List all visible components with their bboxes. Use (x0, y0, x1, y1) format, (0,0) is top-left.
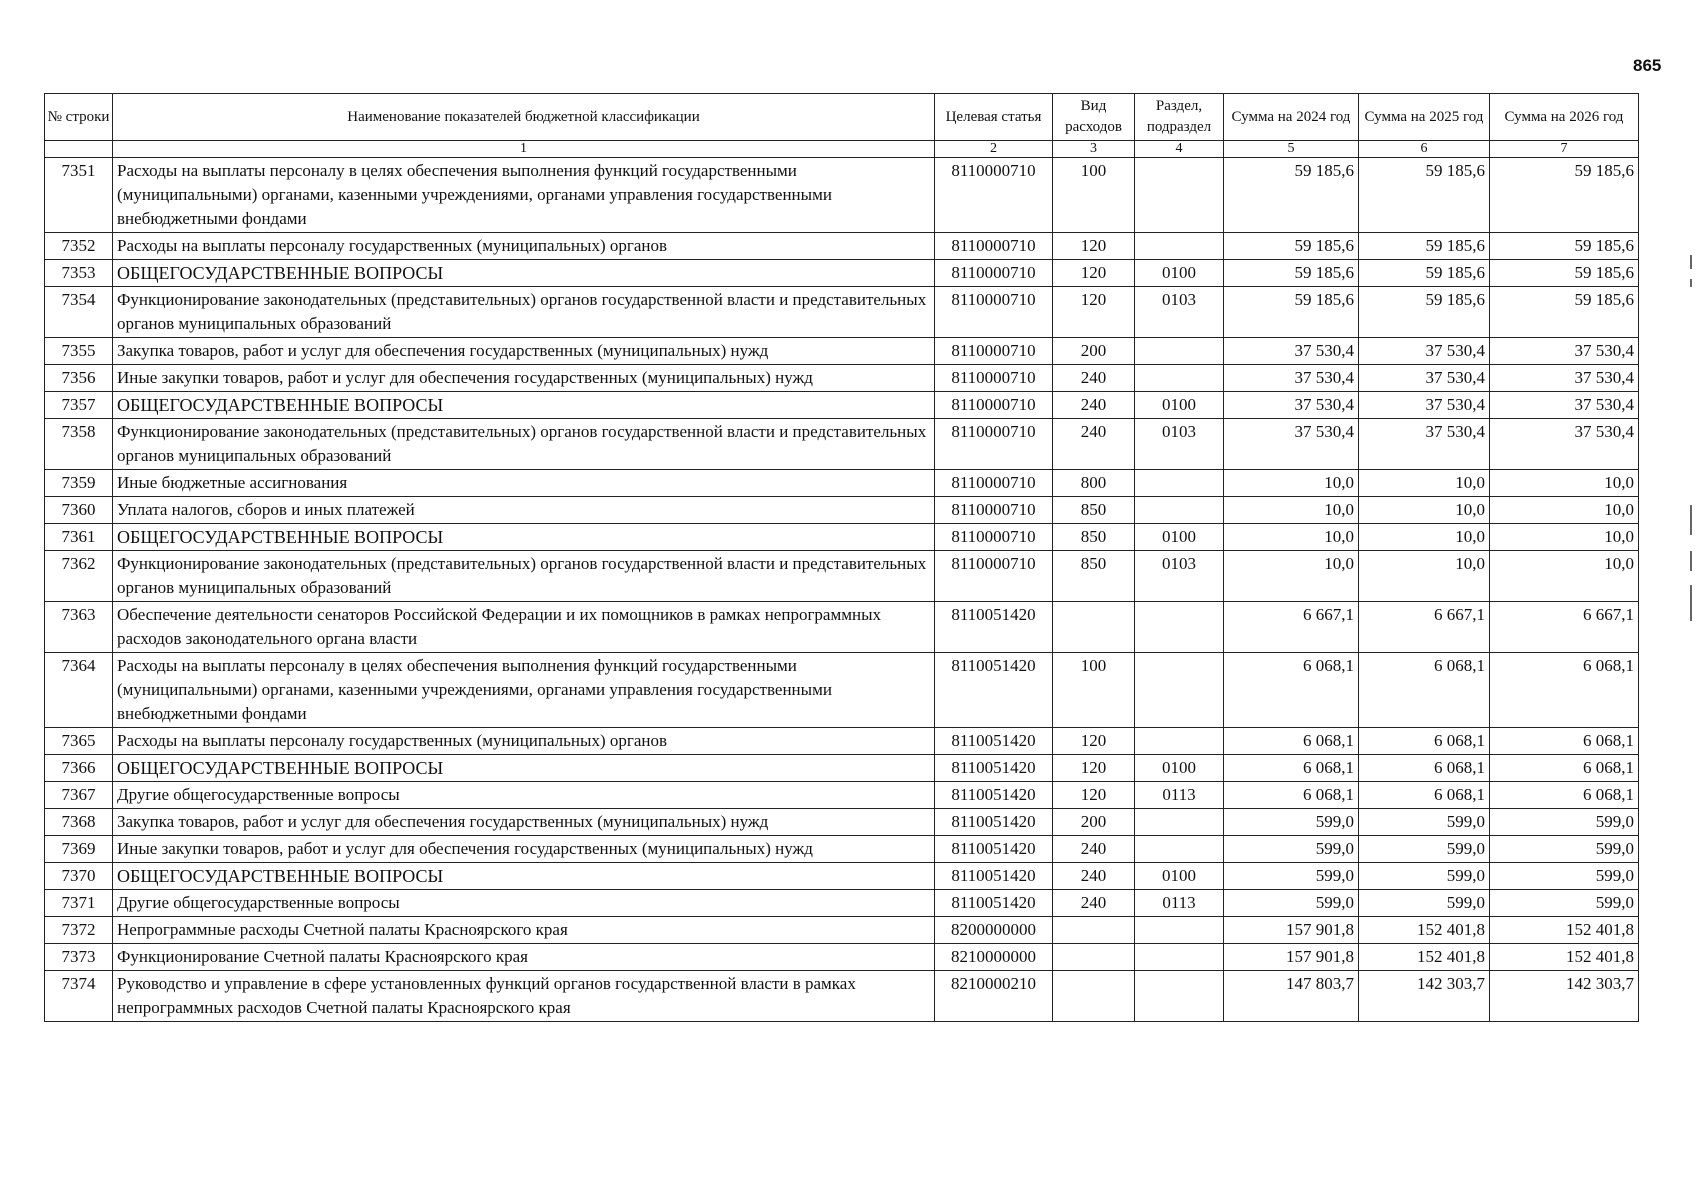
row-section (1135, 836, 1224, 863)
row-expense-kind: 120 (1053, 233, 1135, 260)
row-sum-2026: 37 530,4 (1490, 338, 1639, 365)
row-target-article: 8110051420 (935, 602, 1053, 653)
row-sum-2026: 599,0 (1490, 809, 1639, 836)
row-section: 0113 (1135, 782, 1224, 809)
table-row (45, 755, 1639, 782)
row-expense-kind: 120 (1053, 728, 1135, 755)
row-number: 7369 (45, 836, 113, 863)
row-number: 7353 (45, 260, 113, 287)
row-number: 7358 (45, 419, 113, 470)
table-row (45, 419, 1639, 470)
row-section: 0103 (1135, 287, 1224, 338)
row-section: 0100 (1135, 524, 1224, 551)
column-index: 1 (113, 141, 935, 158)
row-section (1135, 728, 1224, 755)
row-name: Обеспечение деятельности сенаторов Российской Федерации и их помощников в рамках непрограммных расходов законодательного органа власти (113, 602, 935, 653)
row-sum-2025: 59 185,6 (1359, 260, 1490, 287)
column-index-row (45, 141, 1639, 158)
header-row-no: № строки (45, 94, 113, 141)
row-sum-2025: 10,0 (1359, 551, 1490, 602)
table-row (45, 863, 1639, 890)
row-section (1135, 917, 1224, 944)
row-section (1135, 338, 1224, 365)
row-sum-2026: 10,0 (1490, 470, 1639, 497)
row-expense-kind (1053, 971, 1135, 1022)
row-number: 7351 (45, 158, 113, 233)
table-row (45, 524, 1639, 551)
row-sum-2025: 599,0 (1359, 863, 1490, 890)
row-number: 7361 (45, 524, 113, 551)
row-section: 0100 (1135, 755, 1224, 782)
table-row (45, 260, 1639, 287)
row-section (1135, 497, 1224, 524)
row-expense-kind: 240 (1053, 365, 1135, 392)
row-name: ОБЩЕГОСУДАРСТВЕННЫЕ ВОПРОСЫ (113, 863, 935, 890)
row-target-article: 8110000710 (935, 158, 1053, 233)
row-sum-2025: 59 185,6 (1359, 158, 1490, 233)
table-row (45, 392, 1639, 419)
row-name: Расходы на выплаты персоналу государственных (муниципальных) органов (113, 728, 935, 755)
row-number: 7362 (45, 551, 113, 602)
row-target-article: 8110000710 (935, 260, 1053, 287)
row-sum-2025: 37 530,4 (1359, 365, 1490, 392)
row-sum-2025: 6 068,1 (1359, 728, 1490, 755)
row-sum-2026: 599,0 (1490, 836, 1639, 863)
table-row (45, 602, 1639, 653)
row-sum-2026: 10,0 (1490, 497, 1639, 524)
row-sum-2024: 147 803,7 (1224, 971, 1359, 1022)
row-number: 7367 (45, 782, 113, 809)
header-section: Раздел, подраздел (1135, 94, 1224, 141)
header-target: Целевая статья (935, 94, 1053, 141)
row-number: 7374 (45, 971, 113, 1022)
row-number: 7356 (45, 365, 113, 392)
row-name: Иные закупки товаров, работ и услуг для обеспечения государственных (муниципальных) нужд (113, 836, 935, 863)
header-kind: Вид расходов (1053, 94, 1135, 141)
row-number: 7354 (45, 287, 113, 338)
row-sum-2025: 599,0 (1359, 890, 1490, 917)
row-sum-2025: 6 068,1 (1359, 653, 1490, 728)
row-number: 7370 (45, 863, 113, 890)
table-row (45, 782, 1639, 809)
row-sum-2026: 599,0 (1490, 863, 1639, 890)
row-number: 7352 (45, 233, 113, 260)
column-index: 5 (1224, 141, 1359, 158)
row-sum-2026: 59 185,6 (1490, 260, 1639, 287)
row-number: 7373 (45, 944, 113, 971)
header-name: Наименование показателей бюджетной классификации (113, 94, 935, 141)
table-header-row (45, 94, 1639, 141)
row-sum-2026: 6 068,1 (1490, 782, 1639, 809)
row-sum-2025: 599,0 (1359, 809, 1490, 836)
row-expense-kind: 240 (1053, 890, 1135, 917)
row-sum-2024: 6 068,1 (1224, 728, 1359, 755)
row-expense-kind: 200 (1053, 809, 1135, 836)
row-section (1135, 944, 1224, 971)
row-number: 7371 (45, 890, 113, 917)
row-name: ОБЩЕГОСУДАРСТВЕННЫЕ ВОПРОСЫ (113, 260, 935, 287)
row-name: Расходы на выплаты персоналу государственных (муниципальных) органов (113, 233, 935, 260)
row-number: 7366 (45, 755, 113, 782)
column-index: 2 (935, 141, 1053, 158)
row-section: 0100 (1135, 863, 1224, 890)
column-index (45, 141, 113, 158)
row-sum-2024: 157 901,8 (1224, 917, 1359, 944)
row-expense-kind: 100 (1053, 653, 1135, 728)
row-name: Уплата налогов, сборов и иных платежей (113, 497, 935, 524)
header-sum-2026: Сумма на 2026 год (1490, 94, 1639, 141)
row-section: 0113 (1135, 890, 1224, 917)
row-sum-2024: 37 530,4 (1224, 338, 1359, 365)
table-row (45, 365, 1639, 392)
row-section (1135, 602, 1224, 653)
column-index: 6 (1359, 141, 1490, 158)
row-name: Другие общегосударственные вопросы (113, 890, 935, 917)
row-expense-kind: 800 (1053, 470, 1135, 497)
row-name: Иные бюджетные ассигнования (113, 470, 935, 497)
row-expense-kind: 100 (1053, 158, 1135, 233)
row-sum-2026: 10,0 (1490, 524, 1639, 551)
row-sum-2025: 599,0 (1359, 836, 1490, 863)
row-name: Закупка товаров, работ и услуг для обеспечения государственных (муниципальных) нужд (113, 338, 935, 365)
table-row (45, 158, 1639, 233)
row-expense-kind: 120 (1053, 782, 1135, 809)
row-sum-2024: 157 901,8 (1224, 944, 1359, 971)
row-target-article: 8200000000 (935, 917, 1053, 944)
row-expense-kind: 240 (1053, 863, 1135, 890)
row-target-article: 8110051420 (935, 728, 1053, 755)
row-name: Функционирование законодательных (представительных) органов государственной власти и представительных органов муниципальных образований (113, 419, 935, 470)
row-target-article: 8110051420 (935, 755, 1053, 782)
row-name: Иные закупки товаров, работ и услуг для обеспечения государственных (муниципальных) нужд (113, 365, 935, 392)
row-sum-2026: 142 303,7 (1490, 971, 1639, 1022)
row-name: Функционирование законодательных (представительных) органов государственной власти и представительных органов муниципальных образований (113, 287, 935, 338)
row-sum-2025: 10,0 (1359, 470, 1490, 497)
page-number: 865 (1633, 56, 1662, 75)
row-number: 7363 (45, 602, 113, 653)
row-sum-2024: 59 185,6 (1224, 158, 1359, 233)
row-name: Закупка товаров, работ и услуг для обеспечения государственных (муниципальных) нужд (113, 809, 935, 836)
row-expense-kind: 120 (1053, 260, 1135, 287)
row-target-article: 8110000710 (935, 392, 1053, 419)
row-sum-2025: 6 667,1 (1359, 602, 1490, 653)
table-row (45, 653, 1639, 728)
row-target-article: 8110051420 (935, 782, 1053, 809)
table-row (45, 497, 1639, 524)
row-sum-2024: 37 530,4 (1224, 419, 1359, 470)
row-sum-2024: 37 530,4 (1224, 392, 1359, 419)
row-expense-kind: 240 (1053, 836, 1135, 863)
row-sum-2025: 142 303,7 (1359, 971, 1490, 1022)
row-sum-2025: 6 068,1 (1359, 755, 1490, 782)
row-name: Функционирование законодательных (представительных) органов государственной власти и представительных органов муниципальных образований (113, 551, 935, 602)
row-sum-2024: 10,0 (1224, 470, 1359, 497)
row-sum-2024: 59 185,6 (1224, 233, 1359, 260)
row-target-article: 8110051420 (935, 809, 1053, 836)
row-name: ОБЩЕГОСУДАРСТВЕННЫЕ ВОПРОСЫ (113, 392, 935, 419)
row-target-article: 8110000710 (935, 233, 1053, 260)
row-sum-2026: 6 068,1 (1490, 755, 1639, 782)
row-section (1135, 470, 1224, 497)
row-sum-2026: 37 530,4 (1490, 365, 1639, 392)
scan-edge-marks (1690, 255, 1693, 655)
row-sum-2026: 37 530,4 (1490, 392, 1639, 419)
row-section (1135, 233, 1224, 260)
row-sum-2024: 59 185,6 (1224, 287, 1359, 338)
row-name: Руководство и управление в сфере установленных функций органов государственной власти в рамках непрограммных расходов Счетной палаты Красноярского края (113, 971, 935, 1022)
row-section (1135, 653, 1224, 728)
row-name: Непрограммные расходы Счетной палаты Красноярского края (113, 917, 935, 944)
row-expense-kind: 200 (1053, 338, 1135, 365)
row-expense-kind (1053, 917, 1135, 944)
row-number: 7359 (45, 470, 113, 497)
table-row (45, 338, 1639, 365)
row-expense-kind (1053, 944, 1135, 971)
row-sum-2024: 599,0 (1224, 863, 1359, 890)
row-expense-kind: 120 (1053, 755, 1135, 782)
row-sum-2026: 10,0 (1490, 551, 1639, 602)
row-name: ОБЩЕГОСУДАРСТВЕННЫЕ ВОПРОСЫ (113, 755, 935, 782)
row-sum-2024: 6 068,1 (1224, 755, 1359, 782)
row-sum-2024: 10,0 (1224, 551, 1359, 602)
row-sum-2025: 37 530,4 (1359, 419, 1490, 470)
row-sum-2024: 599,0 (1224, 890, 1359, 917)
row-sum-2025: 10,0 (1359, 497, 1490, 524)
row-expense-kind: 850 (1053, 551, 1135, 602)
row-number: 7357 (45, 392, 113, 419)
row-target-article: 8110051420 (935, 890, 1053, 917)
row-target-article: 8110000710 (935, 287, 1053, 338)
row-sum-2024: 10,0 (1224, 497, 1359, 524)
table-row (45, 809, 1639, 836)
row-sum-2025: 59 185,6 (1359, 287, 1490, 338)
row-section (1135, 158, 1224, 233)
row-sum-2025: 152 401,8 (1359, 944, 1490, 971)
row-sum-2024: 6 667,1 (1224, 602, 1359, 653)
row-target-article: 8110000710 (935, 338, 1053, 365)
row-target-article: 8110000710 (935, 470, 1053, 497)
row-section: 0103 (1135, 419, 1224, 470)
row-name: Другие общегосударственные вопросы (113, 782, 935, 809)
row-sum-2026: 6 068,1 (1490, 728, 1639, 755)
row-sum-2024: 37 530,4 (1224, 365, 1359, 392)
row-number: 7368 (45, 809, 113, 836)
row-target-article: 8110051420 (935, 836, 1053, 863)
column-index: 3 (1053, 141, 1135, 158)
budget-table (44, 93, 1639, 1022)
table-row (45, 551, 1639, 602)
row-number: 7372 (45, 917, 113, 944)
table-row (45, 728, 1639, 755)
row-expense-kind: 850 (1053, 524, 1135, 551)
table-row (45, 890, 1639, 917)
row-sum-2024: 59 185,6 (1224, 260, 1359, 287)
row-number: 7365 (45, 728, 113, 755)
column-index: 7 (1490, 141, 1639, 158)
row-section: 0100 (1135, 260, 1224, 287)
row-sum-2025: 152 401,8 (1359, 917, 1490, 944)
row-number: 7360 (45, 497, 113, 524)
table-row (45, 836, 1639, 863)
row-target-article: 8110000710 (935, 551, 1053, 602)
row-target-article: 8110000710 (935, 419, 1053, 470)
row-sum-2026: 59 185,6 (1490, 287, 1639, 338)
row-sum-2025: 37 530,4 (1359, 392, 1490, 419)
table-body (45, 158, 1639, 1022)
row-name: Функционирование Счетной палаты Красноярского края (113, 944, 935, 971)
row-target-article: 8110000710 (935, 365, 1053, 392)
row-sum-2026: 152 401,8 (1490, 944, 1639, 971)
row-name: Расходы на выплаты персоналу в целях обеспечения выполнения функций государственными (муниципальными) органами, казенными учреждениями, органами управления государственными внебюджетными фондами (113, 653, 935, 728)
table-row (45, 944, 1639, 971)
row-number: 7364 (45, 653, 113, 728)
table-row (45, 917, 1639, 944)
row-number: 7355 (45, 338, 113, 365)
row-section: 0103 (1135, 551, 1224, 602)
row-sum-2026: 59 185,6 (1490, 233, 1639, 260)
row-sum-2024: 10,0 (1224, 524, 1359, 551)
row-target-article: 8110051420 (935, 863, 1053, 890)
row-sum-2024: 6 068,1 (1224, 653, 1359, 728)
row-sum-2025: 6 068,1 (1359, 782, 1490, 809)
row-section: 0100 (1135, 392, 1224, 419)
row-expense-kind: 240 (1053, 419, 1135, 470)
row-target-article: 8210000210 (935, 971, 1053, 1022)
row-sum-2024: 6 068,1 (1224, 782, 1359, 809)
row-sum-2025: 59 185,6 (1359, 233, 1490, 260)
row-target-article: 8110000710 (935, 497, 1053, 524)
row-name: Расходы на выплаты персоналу в целях обеспечения выполнения функций государственными (муниципальными) органами, казенными учреждениями, органами управления государственными внебюджетными фондами (113, 158, 935, 233)
row-expense-kind: 850 (1053, 497, 1135, 524)
table-row (45, 470, 1639, 497)
table-row (45, 233, 1639, 260)
row-target-article: 8110000710 (935, 524, 1053, 551)
row-sum-2025: 10,0 (1359, 524, 1490, 551)
row-target-article: 8110051420 (935, 653, 1053, 728)
row-section (1135, 365, 1224, 392)
row-sum-2026: 37 530,4 (1490, 419, 1639, 470)
row-sum-2025: 37 530,4 (1359, 338, 1490, 365)
row-expense-kind (1053, 602, 1135, 653)
row-sum-2026: 6 068,1 (1490, 653, 1639, 728)
row-section (1135, 971, 1224, 1022)
row-sum-2026: 6 667,1 (1490, 602, 1639, 653)
header-sum-2024: Сумма на 2024 год (1224, 94, 1359, 141)
table-row (45, 287, 1639, 338)
row-section (1135, 809, 1224, 836)
column-index: 4 (1135, 141, 1224, 158)
row-sum-2026: 59 185,6 (1490, 158, 1639, 233)
row-name: ОБЩЕГОСУДАРСТВЕННЫЕ ВОПРОСЫ (113, 524, 935, 551)
row-sum-2026: 599,0 (1490, 890, 1639, 917)
header-sum-2025: Сумма на 2025 год (1359, 94, 1490, 141)
row-target-article: 8210000000 (935, 944, 1053, 971)
row-sum-2026: 152 401,8 (1490, 917, 1639, 944)
row-expense-kind: 240 (1053, 392, 1135, 419)
row-sum-2024: 599,0 (1224, 836, 1359, 863)
table-row (45, 971, 1639, 1022)
row-sum-2024: 599,0 (1224, 809, 1359, 836)
row-expense-kind: 120 (1053, 287, 1135, 338)
